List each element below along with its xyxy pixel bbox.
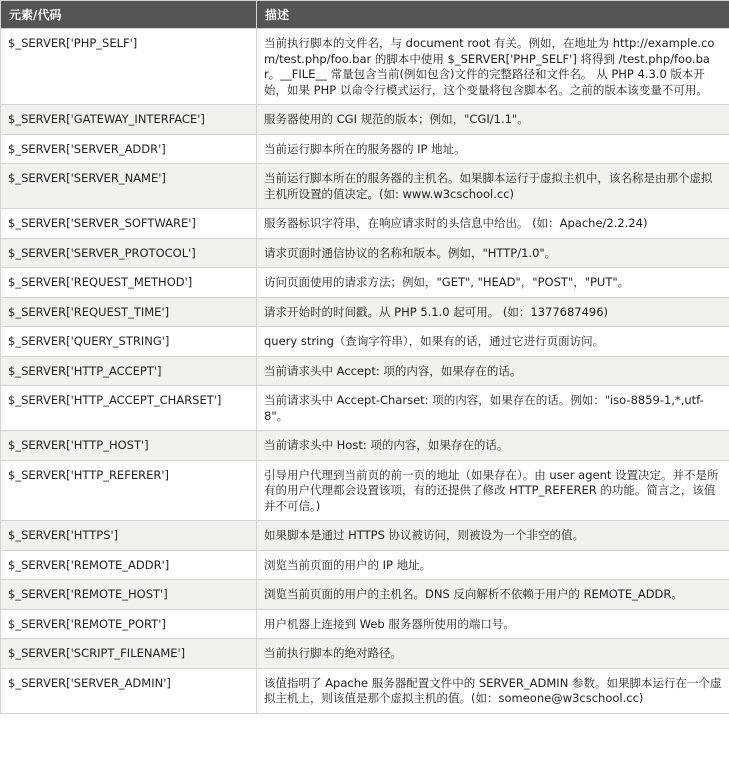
table-row <box>1 550 729 580</box>
table-row <box>1 238 729 268</box>
table-row <box>1 609 729 639</box>
row-code: $_SERVER['SERVER_ADMIN'] <box>1 668 257 713</box>
row-description: 当前运行脚本所在的服务器的主机名。如果脚本运行于虚拟主机中，该名称是由那个虚拟主机所设置的值决定。(如: www.w3cschool.cc) <box>257 164 729 209</box>
table-row <box>1 29 729 105</box>
table-row <box>1 386 729 431</box>
header-code: 元素/代码 <box>1 1 257 29</box>
row-code: $_SERVER['REMOTE_PORT'] <box>1 609 257 639</box>
row-description: 请求开始时的时间戳。从 PHP 5.1.0 起可用。 (如：1377687496) <box>257 297 729 327</box>
row-code: $_SERVER['HTTP_REFERER'] <box>1 460 257 521</box>
row-code: $_SERVER['HTTPS'] <box>1 521 257 551</box>
row-code: $_SERVER['HTTP_ACCEPT'] <box>1 356 257 386</box>
table-row <box>1 460 729 521</box>
row-code: $_SERVER['REMOTE_ADDR'] <box>1 550 257 580</box>
row-code: $_SERVER['QUERY_STRING'] <box>1 327 257 357</box>
header-description: 描述 <box>257 1 729 29</box>
row-code: $_SERVER['REQUEST_METHOD'] <box>1 268 257 298</box>
table-body <box>1 29 729 714</box>
row-description: 浏览当前页面的用户的主机名。DNS 反向解析不依赖于用户的 REMOTE_ADDR。 <box>257 580 729 610</box>
row-description: 用户机器上连接到 Web 服务器所使用的端口号。 <box>257 609 729 639</box>
table-row <box>1 209 729 239</box>
row-description: 访问页面使用的请求方法；例如，"GET", "HEAD"，"POST"，"PUT"。 <box>257 268 729 298</box>
table-row <box>1 668 729 713</box>
row-description: 服务器标识字符串，在响应请求时的头信息中给出。 (如：Apache/2.2.24) <box>257 209 729 239</box>
row-code: $_SERVER['SCRIPT_FILENAME'] <box>1 639 257 669</box>
row-code: $_SERVER['PHP_SELF'] <box>1 29 257 105</box>
row-code: $_SERVER['SERVER_PROTOCOL'] <box>1 238 257 268</box>
row-description: 当前执行脚本的文件名，与 document root 有关。例如，在地址为 http://example.com/test.php/foo.bar 的脚本中使用 $_SERVER['PHP_SELF'] 将得到 /test.php/foo.bar。__FILE__ 常量包含当前(例如包含)文件的完整路径和文件名。 从 PHP 4.3.0 版本开始，如果 PHP 以命令行模式运行，这个变量将包含脚本名。之前的版本该变量不可用。 <box>257 29 729 105</box>
row-description: 如果脚本是通过 HTTPS 协议被访问，则被设为一个非空的值。 <box>257 521 729 551</box>
table-row <box>1 327 729 357</box>
row-code: $_SERVER['GATEWAY_INTERFACE'] <box>1 105 257 135</box>
table-row <box>1 105 729 135</box>
table-row <box>1 431 729 461</box>
table-row <box>1 580 729 610</box>
row-code: $_SERVER['HTTP_HOST'] <box>1 431 257 461</box>
row-code: $_SERVER['REMOTE_HOST'] <box>1 580 257 610</box>
row-description: 当前执行脚本的绝对路径。 <box>257 639 729 669</box>
table-row <box>1 356 729 386</box>
table-header <box>1 1 729 29</box>
row-code: $_SERVER['SERVER_NAME'] <box>1 164 257 209</box>
row-description: 引导用户代理到当前页的前一页的地址（如果存在）。由 user agent 设置决定。并不是所有的用户代理都会设置该项，有的还提供了修改 HTTP_REFERER 的功能。简言之，该值并不可信。) <box>257 460 729 521</box>
row-code: $_SERVER['REQUEST_TIME'] <box>1 297 257 327</box>
table-row <box>1 521 729 551</box>
header-row <box>1 1 729 29</box>
row-code: $_SERVER['HTTP_ACCEPT_CHARSET'] <box>1 386 257 431</box>
table-row <box>1 164 729 209</box>
row-description: query string（查询字符串），如果有的话，通过它进行页面访问。 <box>257 327 729 357</box>
table-row <box>1 297 729 327</box>
table-row <box>1 268 729 298</box>
row-description: 当前请求头中 Accept: 项的内容，如果存在的话。 <box>257 356 729 386</box>
table-row <box>1 639 729 669</box>
row-code: $_SERVER['SERVER_SOFTWARE'] <box>1 209 257 239</box>
row-code: $_SERVER['SERVER_ADDR'] <box>1 134 257 164</box>
row-description: 当前运行脚本所在的服务器的 IP 地址。 <box>257 134 729 164</box>
row-description: 该值指明了 Apache 服务器配置文件中的 SERVER_ADMIN 参数。如果脚本运行在一个虚拟主机上，则该值是那个虚拟主机的值。(如：someone@w3cschool.cc) <box>257 668 729 713</box>
row-description: 服务器使用的 CGI 规范的版本；例如，"CGI/1.1"。 <box>257 105 729 135</box>
table-row <box>1 134 729 164</box>
row-description: 浏览当前页面的用户的 IP 地址。 <box>257 550 729 580</box>
row-description: 当前请求头中 Accept-Charset: 项的内容，如果存在的话。例如："iso-8859-1,*,utf-8"。 <box>257 386 729 431</box>
row-description: 当前请求头中 Host: 项的内容，如果存在的话。 <box>257 431 729 461</box>
row-description: 请求页面时通信协议的名称和版本。例如，"HTTP/1.0"。 <box>257 238 729 268</box>
